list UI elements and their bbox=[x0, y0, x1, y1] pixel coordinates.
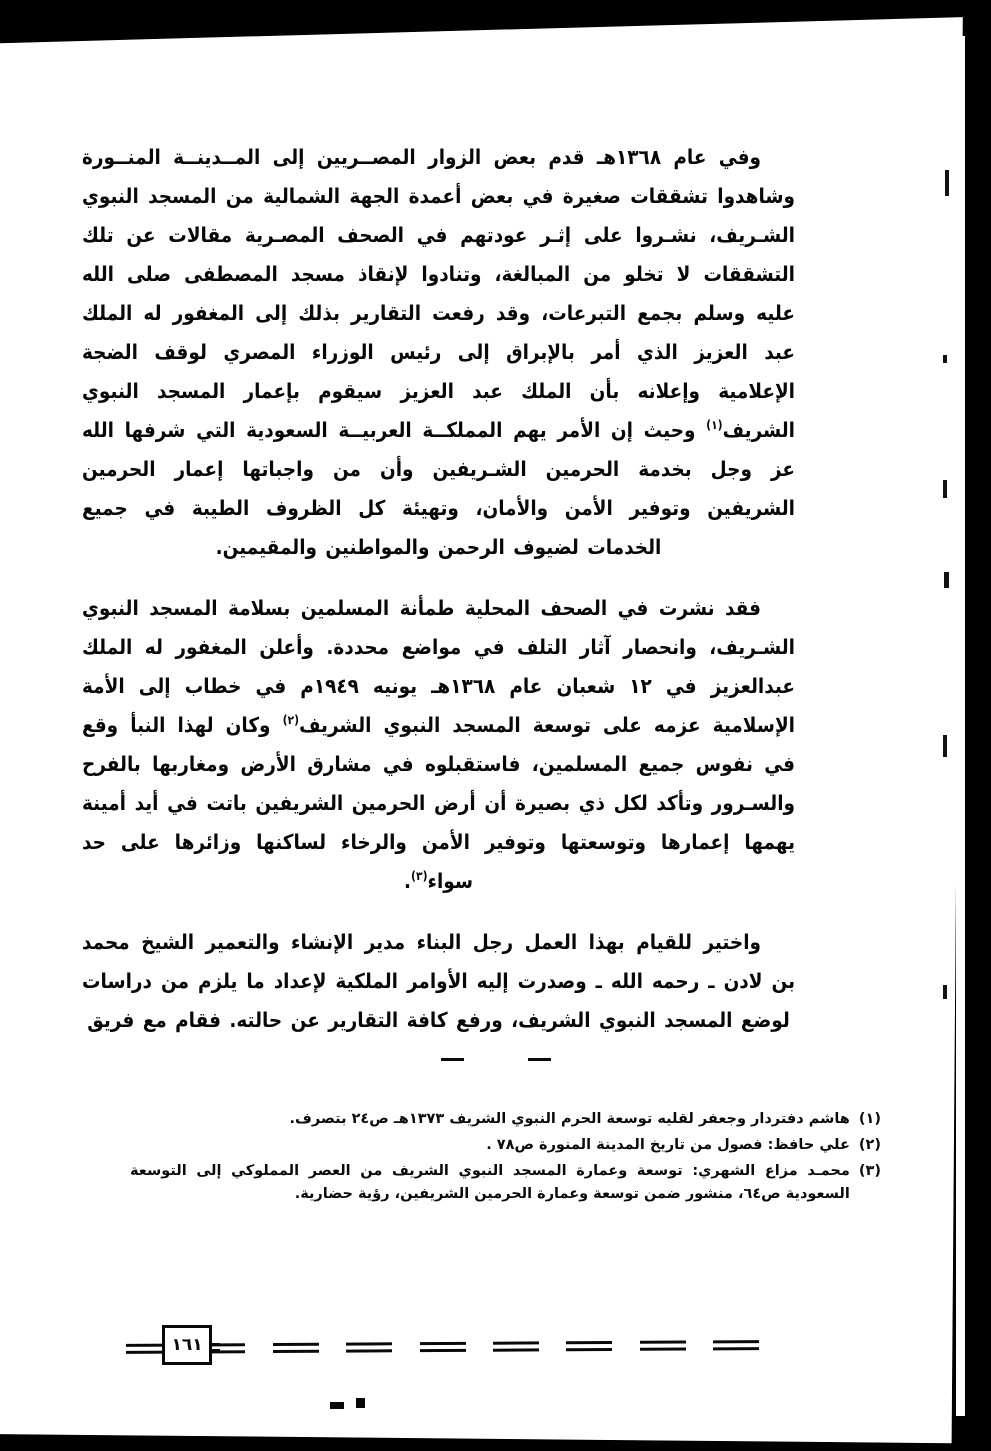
page-number: ١٦١ bbox=[162, 1325, 212, 1365]
paragraph-1-text-after: وحيث إن الأمر يهم المملكــة العربيــة السعودية التي شرفها الله عز وجل بخدمة الحرمين الشـريفين وأن من واجباتها إعمار الحرمين الشريفين وتوفير الأمن والأمان، وتهيئة كل الظروف الطيبة في جميع الخدمات لضيوف الرحمن والمواطنين والمقيمين. bbox=[82, 418, 795, 559]
rule-dash-pair bbox=[419, 1341, 465, 1355]
footnote-item bbox=[130, 1160, 881, 1206]
rule-dash-pair bbox=[566, 1340, 612, 1354]
footnote-text: محمـد مزاع الشهري: توسعة وعمارة المسجد النبوي الشريف من العصر المملوكي إلى التوسعة السعودية ص٦٤، منشور ضمن توسعة وعمارة الحرمين الشريفين، رؤية حضارية. bbox=[130, 1163, 850, 1202]
margin-mark-3 bbox=[943, 480, 947, 498]
margin-mark-1 bbox=[945, 170, 949, 196]
rule-dash-pair bbox=[640, 1340, 686, 1354]
footnote-item bbox=[130, 1108, 881, 1131]
margin-mark-4 bbox=[944, 572, 949, 588]
margin-mark-2 bbox=[943, 355, 947, 363]
rule-dash-pair bbox=[346, 1341, 392, 1355]
footnote-marker: (١) bbox=[858, 1111, 881, 1127]
footnote-marker: (٣) bbox=[858, 1163, 881, 1179]
paragraph-3 bbox=[82, 923, 795, 1040]
rule-dash-pair bbox=[713, 1339, 759, 1353]
rule-dash-pair bbox=[273, 1342, 319, 1356]
paragraph-2-text-after: وكان لهذا النبأ وقع في نفوس جميع المسلمين، فاستقبلوه في مشارق الأرض ومغاربها بالفرح والسـرور وتأكد لكل ذي بصيرة أن أرض الحرمين الشريفين باتت في أيد أمينة يهمها إعمارها وتوسعتها وتوفير الأمن والرخاء لساكنها وزائرها على حد سواء bbox=[82, 713, 795, 893]
footnote-text: علي حافظ: فصول من تاريخ المدينة المنورة ص٧٨ . bbox=[486, 1137, 850, 1153]
separator-dash bbox=[528, 1058, 551, 1061]
paragraph-3-text: واختير للقيام بهذا العمل رجل البناء مدير الإنشاء والتعمير الشيخ محمد بن لادن ـ رحمه الله ـ وصدرت إليه الأوامر الملكية لإعداد ما يلزم من دراسات لوضع المسجد النبوي الشريف، ورفع كافة التقارير عن حالته. فقام مع فريق bbox=[82, 930, 795, 1032]
paragraph-2-tail: . bbox=[404, 869, 412, 893]
margin-mark-5 bbox=[943, 735, 947, 757]
paragraph-2-text: فقد نشرت في الصحف المحلية طمأنة المسلمين بسلامة المسجد النبوي الشـريف، وانحصار آثار التلف في مواضع محددة. وأعلن المغفور له الملك عبدالعزيز في ١٢ شعبان عام ١٣٦٨هـ يونيه ١٩٤٩م في خطاب إلى الأمة الإسلامية عزمه على توسعة المسجد النبوي الشريف bbox=[82, 596, 796, 737]
bottom-decorative-rule bbox=[126, 1339, 759, 1357]
margin-mark-6 bbox=[943, 985, 947, 999]
separator-dash bbox=[441, 1058, 464, 1061]
scan-speck-1 bbox=[330, 1402, 344, 1409]
footnote-marker: (٢) bbox=[858, 1137, 881, 1153]
footnote-ref-2[interactable]: (٢) bbox=[282, 713, 300, 728]
footnote-list bbox=[130, 1108, 881, 1209]
footnote-item bbox=[130, 1134, 881, 1157]
footnote-text: هاشم دفتردار وجعفر لقليه توسعة الحرم النبوي الشريف ١٣٧٣هـ ص٢٤ بتصرف. bbox=[289, 1111, 850, 1127]
scan-speck-2 bbox=[356, 1398, 365, 1408]
paragraph-1 bbox=[82, 138, 795, 567]
rule-dash-pair bbox=[493, 1340, 539, 1354]
scan-edge-right-highlight bbox=[956, 36, 965, 1416]
paragraph-2 bbox=[82, 589, 795, 901]
footnote-ref-1[interactable]: (١) bbox=[706, 418, 723, 433]
paragraph-1-text: وفي عام ١٣٦٨هـ قدم بعض الزوار المصــريين إلى المــدينــة المنــورة وشاهدوا تشققات صغيرة في بعض أعمدة الجهة الشمالية من المسجد النبوي الشـريف، نشـروا على إثـر عودتهم في الصحف المصـرية مقالات عن تلك التشققات لا تخلو من المبالغة، وتنادوا لإنقاذ مسجد المصطفى صلى الله عليه وسلم بجمع التبرعات، وقد رفعت التقارير بذلك إلى المغفور له الملك عبد العزيز الذي أمر بالإبراق إلى رئيس الوزراء المصري لوقف الضجة الإعلامية وإعلانه بأن الملك عبد العزيز سيقوم بإعمار المسجد النبوي الشريف bbox=[82, 145, 795, 442]
footnote-ref-3[interactable]: (٣) bbox=[411, 869, 428, 884]
body-text-block bbox=[82, 138, 795, 1040]
footnote-separator bbox=[0, 1058, 991, 1061]
